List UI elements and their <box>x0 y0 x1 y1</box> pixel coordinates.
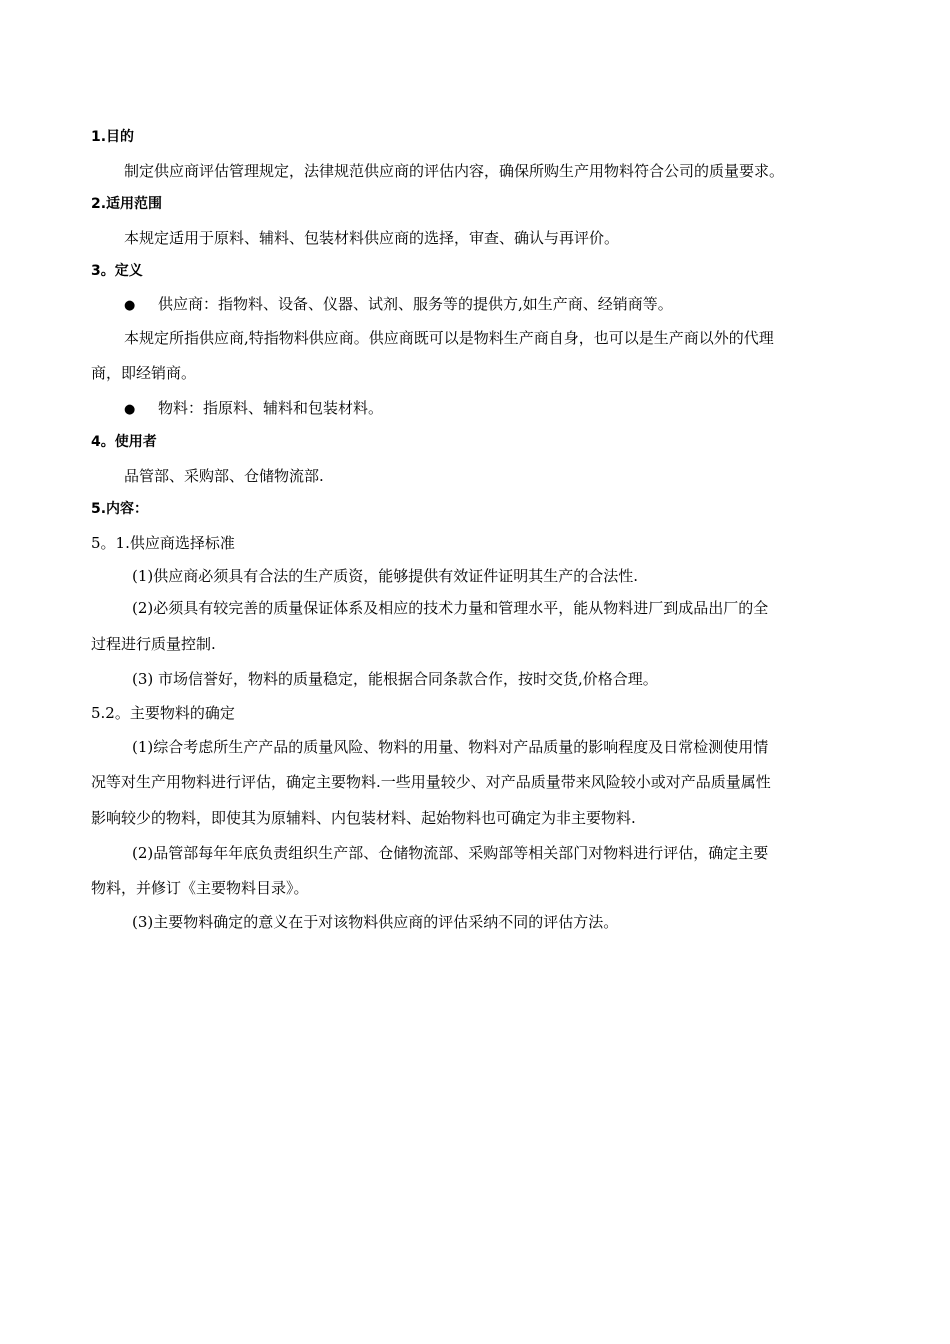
subsection-5-1-item-1: (1)供应商必须具有合法的生产质资，能够提供有效证件证明其生产的合法性. <box>132 567 639 585</box>
subsection-5-2-title: 5.2。主要物料的确定 <box>91 704 235 722</box>
section-5-heading: 5.内容： <box>91 501 149 517</box>
section-1-heading: 1.目的 <box>91 129 135 145</box>
subsection-5-2-item-3: (3)主要物料确定的意义在于对该物料供应商的评估采纳不同的评估方法。 <box>132 913 619 931</box>
section-2-paragraph: 本规定适用于原料、辅料、包装材料供应商的选择，审查、确认与再评价。 <box>124 229 620 247</box>
section-4-paragraph: 品管部、采购部、仓储物流部. <box>124 467 324 485</box>
subsection-5-2-item-2-line-1: (2)品管部每年年底负责组织生产部、仓储物流部、采购部等相关部门对物料进行评估，确定主要 <box>132 844 769 862</box>
subsection-5-1-title: 5。1.供应商选择标准 <box>91 534 235 552</box>
subsection-5-2-item-2-line-2: 物料，并修订《主要物料目录》。 <box>91 879 309 897</box>
bullet-icon: ● <box>124 402 136 417</box>
subsection-5-1-item-2-line-1: (2)必须具有较完善的质量保证体系及相应的技术力量和管理水平，能从物料进厂到成品出厂的全 <box>132 599 769 617</box>
subsection-5-2-item-1-line-1: (1)综合考虑所生产产品的质量风险、物料的用量、物料对产品质量的影响程度及日常检测使用情 <box>132 738 769 756</box>
section-1-paragraph: 制定供应商评估管理规定，法律规范供应商的评估内容，确保所购生产用物料符合公司的质量要求。 <box>124 162 785 180</box>
subsection-5-2-item-1-line-3: 影响较少的物料，即使其为原辅料、内包装材料、起始物料也可确定为非主要物料. <box>91 809 636 827</box>
definition-material-text: 物料：指原料、辅料和包装材料。 <box>158 399 384 417</box>
section-2-heading: 2.适用范围 <box>91 196 163 212</box>
subsection-5-1-item-2-line-2: 过程进行质量控制. <box>91 635 216 653</box>
subsection-5-1-item-3: (3) 市场信誉好，物料的质量稳定，能根据合同条款合作，按时交货,价格合理。 <box>132 670 658 688</box>
definition-paragraph-line-2: 商，即经销商。 <box>91 364 197 382</box>
definition-bullet-supplier <box>124 294 904 316</box>
definition-bullet-material <box>124 398 904 420</box>
section-3-heading: 3。定义 <box>91 263 143 279</box>
definition-supplier-text: 供应商：指物料、设备、仪器、试剂、服务等的提供方,如生产商、经销商等。 <box>158 295 673 313</box>
definition-paragraph-line-1: 本规定所指供应商,特指物料供应商。供应商既可以是物料生产商自身，也可以是生产商以外的代理 <box>124 329 774 347</box>
bullet-icon: ● <box>124 298 136 313</box>
subsection-5-2-item-1-line-2: 况等对生产用物料进行评估，确定主要物料.一些用量较少、对产品质量带来风险较小或对产品质量属性 <box>91 773 771 791</box>
section-4-heading: 4。使用者 <box>91 434 157 450</box>
